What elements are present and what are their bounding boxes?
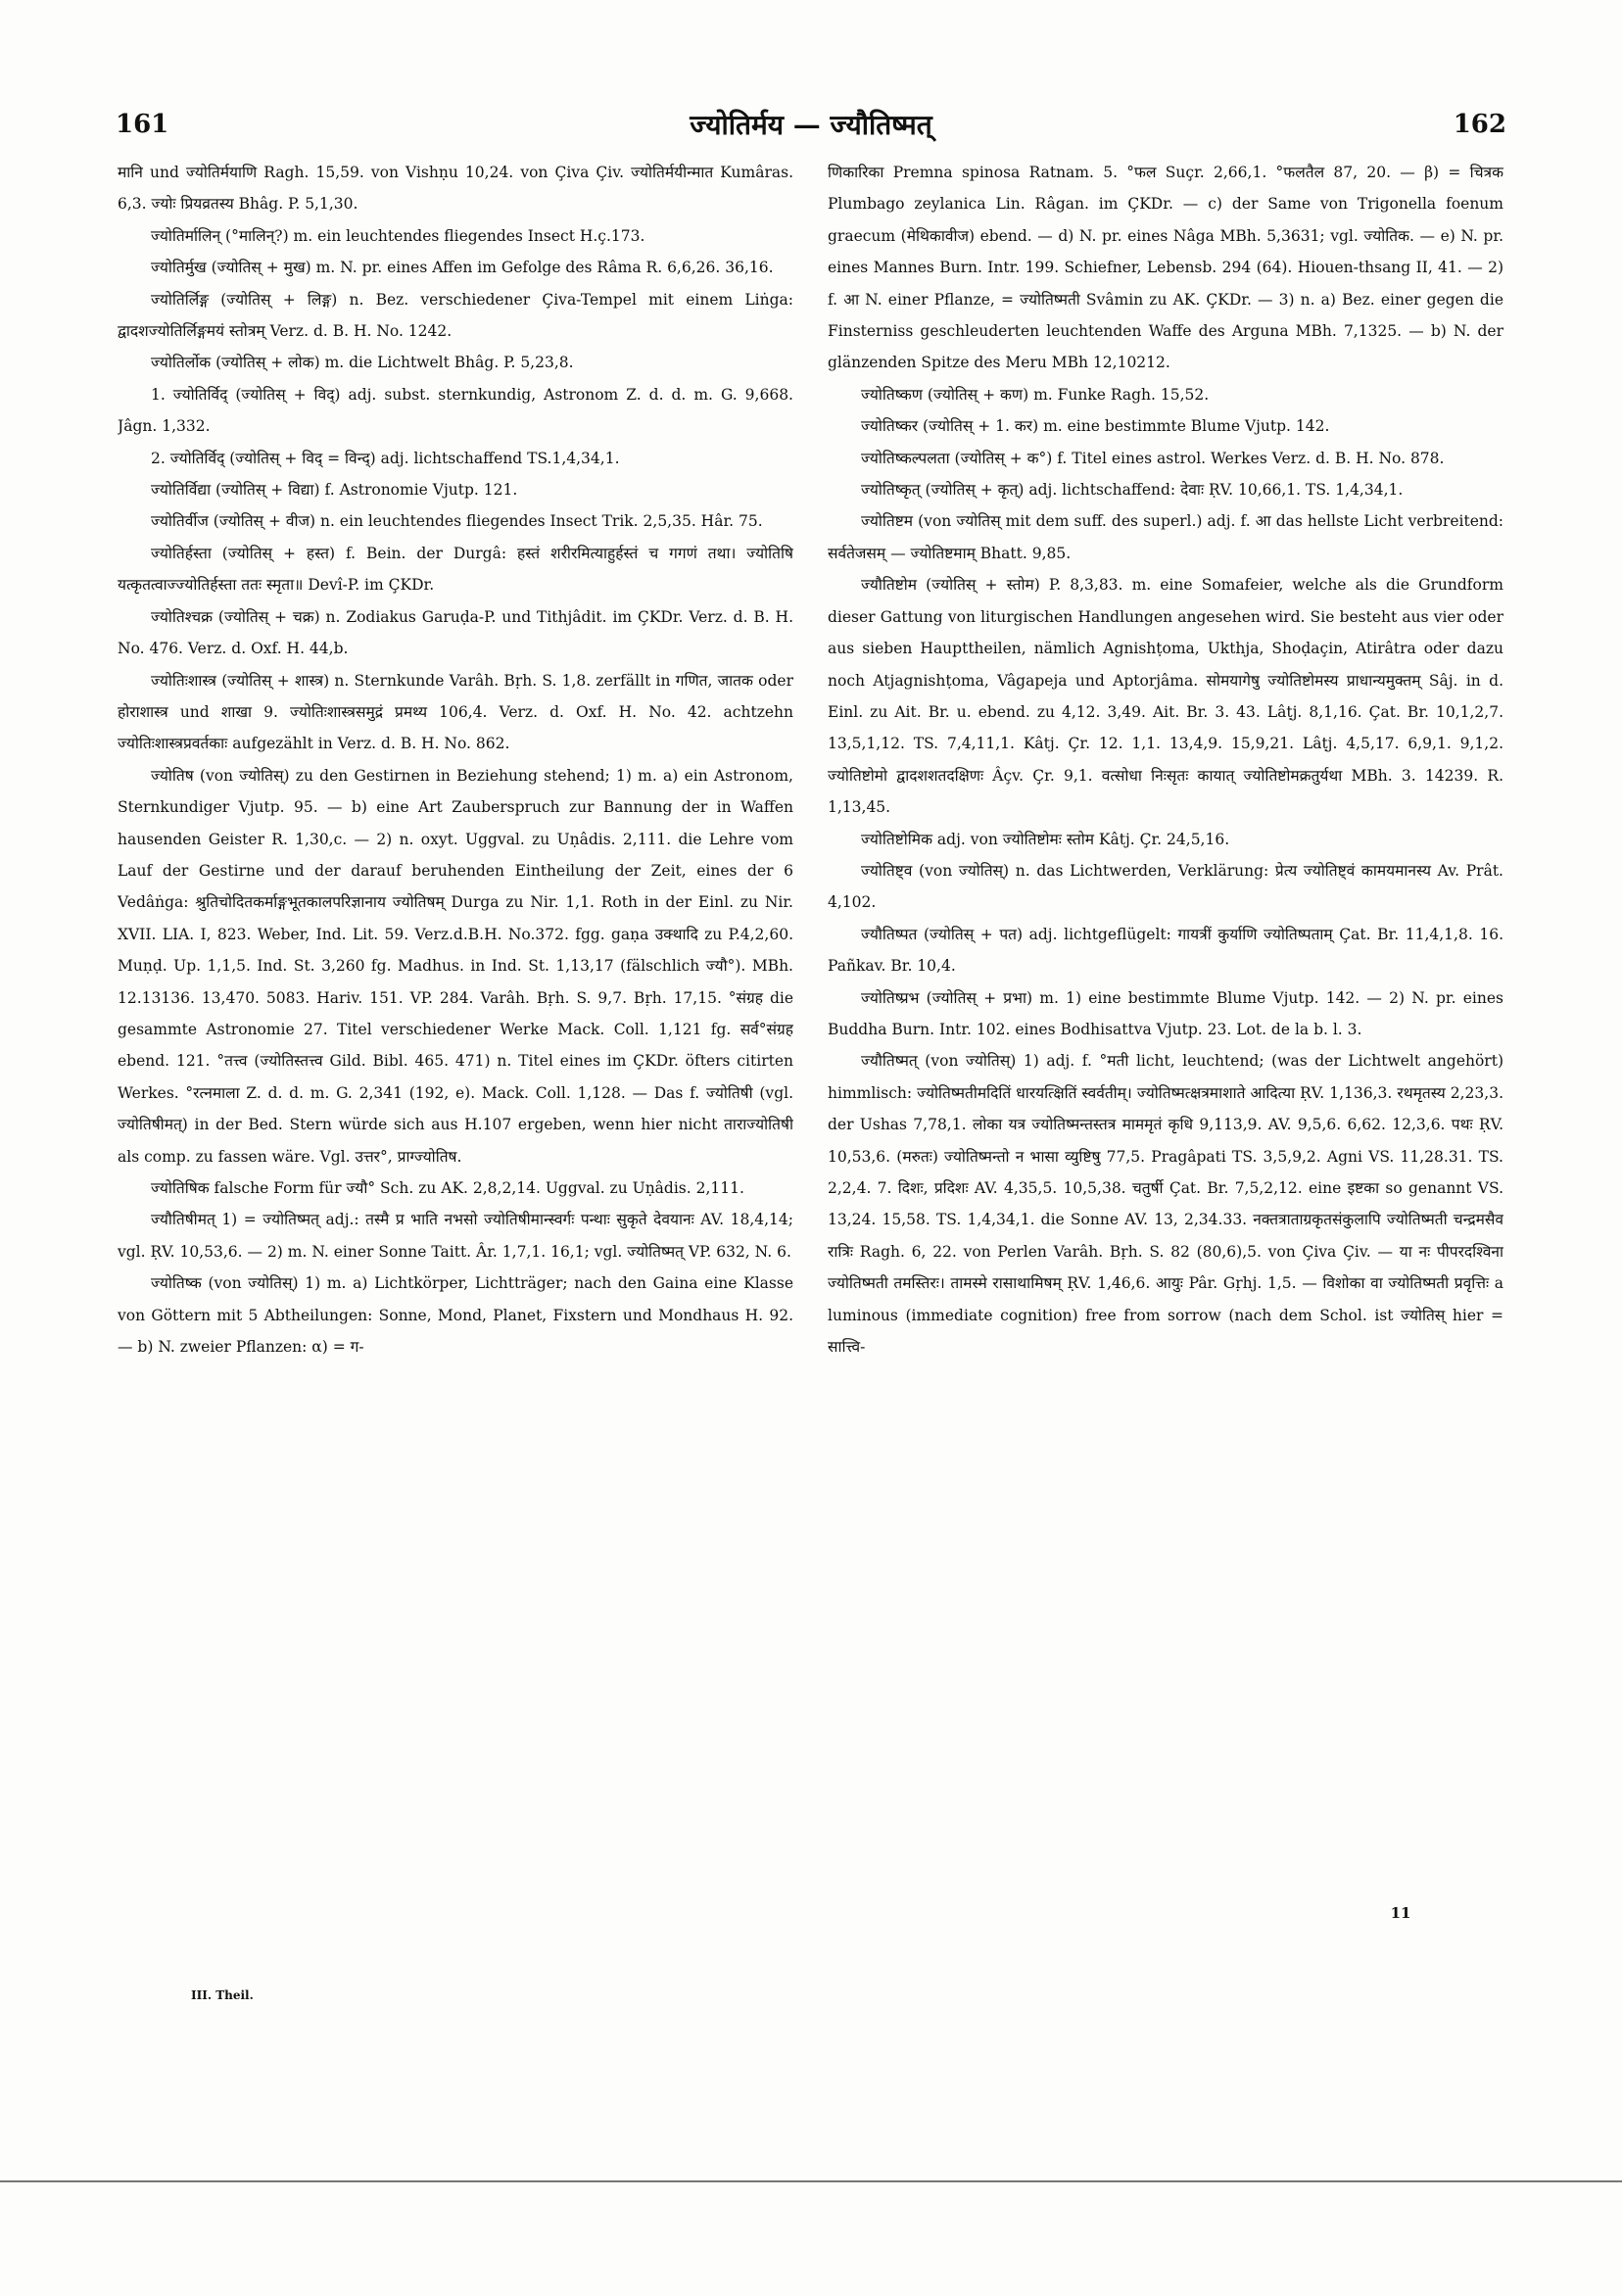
left-column	[118, 157, 793, 1979]
right-column	[828, 157, 1503, 1979]
entry: ज्योतिर्मुख (ज्योतिस् + मुख) m. N. pr. eines Affen im Gefolge des Râma R. 6,6,26. 36,16.	[151, 259, 774, 277]
entry: ज्योतिष्कृत् (ज्योतिस् + कृत्) adj. lichtschaffend: देवाः ṚV. 10,66,1. TS. 1,4,34,1.	[861, 481, 1404, 500]
entry: 2. ज्योतिर्विद् (ज्योतिस् + विद् = विन्द्) adj. lichtschaffend TS.1,4,34,1.	[151, 449, 620, 467]
signature-mark: 11	[1390, 1904, 1411, 1922]
entry: ज्योतिर्लोक (ज्योतिस् + लोक) m. die Lichtwelt Bhâg. P. 5,23,8.	[151, 354, 574, 372]
entry: ज्योतिर्लिङ्ग (ज्योतिस् + लिङ्ग) n. Bez. verschiedener Çiva-Tempel mit einem Liṅga: द्वादशज्योतिर्लिङ्गमयं स्तोत्रम् Verz. d. B. H. No. 1242.	[118, 290, 793, 341]
running-head: ज्योतिर्मय — ज्यौतिष्मत्	[690, 109, 932, 141]
entry: मानि und ज्योतिर्मयाणि Ragh. 15,59. von Vishṇu 10,24. von Çiva Çiv. ज्योतिर्मयीन्मात Kumâras. 6,3. ज्योः प्रियव्रतस्य Bhâg. P. 5,1,30.	[118, 164, 793, 214]
entry: ज्योतिष्क (von ज्योतिस्) 1) m. a) Lichtkörper, Lichtträger; nach den Gaina eine Klasse von Göttern mit 5 Abtheilungen: Sonne, Mond, Planet, Fixstern und Mondhaus H. 92. — b) N. zweier Pflanzen: α) = ग-	[118, 1274, 793, 1357]
entry: 1. ज्योतिर्विद् (ज्योतिस् + विद्) adj. subst. sternkundig, Astronom Z. d. d. m. G. 9,668. Jâgn. 1,332.	[118, 385, 793, 436]
entry: ज्योतिष (von ज्योतिस्) zu den Gestirnen in Beziehung stehend; 1) m. a) ein Astronom, Sternkundiger Vjutp. 95. — b) eine Art Zauberspruch zur Bannung der in Waffen hausenden Geister R. 1,30,c. — 2) n. oxyt. Uggval. zu Uṇâdis. 2,111. die Lehre vom Lauf der Gestirne und der darauf beruhenden Eintheilung der Zeit, eines der 6 Vedâṅga: श्रुतिचोदितकर्माङ्गभूतकालपरिज्ञानाय ज्योतिषम् Durga zu Nir. 1,1. Roth in der Einl. zu Nir. XVII. LIA. I, 823. Weber, Ind. Lit. 59. Verz.d.B.H. No.372. fgg. gaṇa उक्थादि zu P.4,2,60. Muṇḍ. Up. 1,1,5. Ind. St. 3,260 fg. Madhus. in Ind. St. 1,13,17 (fälschlich ज्यौ°). MBh. 12.13136. 13,470. 5083. Hariv. 151. VP. 284. Varâh. Bṛh. S. 9,7. Bṛh. 17,15. °संग्रह die gesammte Astronomie 27. Titel verschiedener Werke Mack. Coll. 1,121 fg. सर्व°संग्रह ebend. 121. °तत्त्व (ज्योतिस्तत्त्व Gild. Bibl. 465. 471) n. Titel eines im ÇKDr. öfters citirten Werkes. °रत्नमाला Z. d. d. m. G. 2,341 (192, e). Mack. Coll. 1,128. — Das f. ज्योतिषी (vgl. ज्योतिषीमत्) in der Bed. Stern würde sich aus H.107 ergeben, wenn hier nicht ताराज्योतिषी als comp. zu fassen wäre. Vgl. उत्तर°, प्राग्ज्योतिष.	[118, 766, 793, 1166]
entry: णिकारिका Premna spinosa Ratnam. 5. °फल Suçr. 2,66,1. °फलतैल 87, 20. — β) = चित्रक Plumbago zeylanica Lin. Râgan. im ÇKDr. — c) der Same von Trigonella foenum graecum (मेथिकावीज) ebend. — d) N. pr. eines Nâga MBh. 5,3631; vgl. ज्योतिक. — e) N. pr. eines Mannes Burn. Intr. 199. Schiefner, Lebensb. 294 (64). Hiouen-thsang II, 41. — 2) f. आ N. einer Pflanze, = ज्योतिष्मती Svâmin zu AK. ÇKDr. — 3) n. a) Bez. einer gegen die Finsterniss geschleuderten leuchtenden Waffe des Arguna MBh. 7,1325. — b) N. der glänzenden Spitze des Meru MBh 12,10212.	[828, 164, 1503, 372]
volume-note: III. Theil.	[191, 1988, 254, 2002]
entry: ज्योतिष्कर (ज्योतिस् + 1. कर) m. eine bestimmte Blume Vjutp. 142.	[861, 417, 1330, 436]
entry: ज्योतिर्मालिन् (°मालिन्?) m. ein leuchtendes fliegendes Insect H.ç.173.	[151, 226, 645, 245]
page-header	[116, 98, 1506, 147]
entry: ज्योतिर्विद्या (ज्योतिस् + विद्या) f. Astronomie Vjutp. 121.	[151, 481, 518, 500]
entry: ज्यौतिष्टोम (ज्योतिस् + स्तोम) P. 8,3,83. m. eine Somafeier, welche als die Grundform dieser Gattung von liturgischen Handlungen angesehen wird. Sie besteht aus vier oder aus sieben Haupttheilen, nämlich Agnishṭoma, Ukthja, Shoḍaçin, Atirâtra oder dazu noch Atjagnishṭoma, Vâgapeja und Aptorjâma. सोमयागेषु ज्योतिष्टोमस्य प्राधान्यमुक्तम् Sâj. in d. Einl. zu Ait. Br. u. ebend. zu 4,12. 3,49. Ait. Br. 3. 43. Lâṭj. 8,1,16. Çat. Br. 10,1,2,7. 13,5,1,12. TS. 7,4,11,1. Kâtj. Çr. 12. 1,1. 13,4,9. 15,9,21. Lâṭj. 4,5,17. 6,9,1. 9,1,2. ज्योतिष्टोमो द्वादशशतदक्षिणः Âçv. Çr. 9,1. वत्सोधा निःसृतः कायात् ज्योतिष्टोमक्रतुर्यथा MBh. 3. 14239. R. 1,13,45.	[828, 576, 1503, 817]
entry: ज्योतिषिक falsche Form für ज्यौ° Sch. zu AK. 2,8,2,14. Uggval. zu Uṇâdis. 2,111.	[151, 1179, 744, 1197]
entry: ज्योतिश्चक्र (ज्योतिस् + चक्र) n. Zodiakus Garuḍa-P. und Tithjâdit. im ÇKDr. Verz. d. B. H. No. 476. Verz. d. Oxf. H. 44,b.	[118, 607, 793, 658]
entry: ज्योतिष्कल्पलता (ज्योतिस् + क°) f. Titel eines astrol. Werkes Verz. d. B. H. No. 878.	[861, 449, 1445, 467]
bottom-rule	[0, 2180, 1622, 2182]
page-number-right: 162	[1453, 110, 1506, 139]
entry: ज्योतिर्वीज (ज्योतिस् + वीज) n. ein leuchtendes fliegendes Insect Trik. 2,5,35. Hâr. 75.	[151, 512, 763, 531]
entry: ज्योतिष्टम (von ज्योतिस् mit dem suff. des superl.) adj. f. आ das hellste Licht verbreitend: सर्वतेजसम् — ज्योतिष्टमाम् Bhatt. 9,85.	[828, 512, 1503, 562]
entry: ज्योतिष्कण (ज्योतिस् + कण) m. Funke Ragh. 15,52.	[861, 385, 1210, 404]
entry: ज्यौतिष्पत (ज्योतिस् + पत) adj. lichtgeflügelt: गायत्रीं कुर्याणि ज्योतिष्पताम् Çat. Br. 11,4,1,8. 16. Pañkav. Br. 10,4.	[828, 925, 1503, 976]
entry: ज्योतिष्टोमिक adj. von ज्योतिष्टोमः स्तोम Kâtj. Çr. 24,5,16.	[861, 830, 1230, 848]
entry: ज्यौतिष्मत् (von ज्योतिस्) 1) adj. f. °मती licht, leuchtend; (was der Lichtwelt angehört) himmlisch: ज्योतिष्मतीमदितिं धारयत्क्षितिं स्वर्वतीम्। ज्योतिष्मत्क्षत्रमाशाते आदित्या ṚV. 1,136,3. रथमृतस्य 2,23,3. der Ushas 7,78,1. लोका यत्र ज्योतिष्मन्तस्तत्र माममृतं कृधि 9,113,9. AV. 9,5,6. 6,62. 12,3,6. पथः ṚV. 10,53,6. (मरुतः) ज्योतिष्मन्तो न भासा व्युष्टिषु 77,5. Pragâpati TS. 3,5,9,2. Agni VS. 11,28.31. TS. 2,2,4. 7. दिशः, प्रदिशः AV. 4,35,5. 10,5,38. चतुर्षी Çat. Br. 7,5,2,12. eine इष्टका so genannt VS. 13,24. 15,58. TS. 1,4,34,1. die Sonne AV. 13, 2,34.33. नक्तत्राताग्रकृतसंकुलापि ज्योतिष्मती चन्द्रमसैव रात्रिः Ragh. 6, 22. von Perlen Varâh. Bṛh. S. 82 (80,6),5. von Çiva Çiv. — या नः पीपरदश्विना ज्योतिष्मती तमस्तिरः। तामस्मे रासाथामिषम् ṚV. 1,46,6. आयुः Pâr. Gṛhj. 1,5. — विशोका वा ज्योतिष्मती प्रवृत्तिः a luminous (immediate cognition) free from sorrow (nach dem Schol. ist ज्योतिस् hier = सात्त्वि-	[828, 1052, 1503, 1357]
page-number-left: 161	[116, 110, 169, 139]
entry: ज्यौतिषीमत् 1) = ज्योतिष्मत् adj.: तस्मै प्र भाति नभसो ज्योतिषीमान्स्वर्गः पन्थाः सुकृते देवयानः AV. 18,4,14; vgl. ṚV. 10,53,6. — 2) m. N. einer Sonne Taitt. Âr. 1,7,1. 16,1; vgl. ज्योतिष्मत् VP. 632, N. 6.	[118, 1211, 793, 1261]
entry: ज्योतिष्ट्व (von ज्योतिस्) n. das Lichtwerden, Verklärung: प्रेत्य ज्योतिष्ट्वं कामयमानस्य Av. Prât. 4,102.	[828, 861, 1503, 912]
entry: ज्योतिष्प्रभ (ज्योतिस् + प्रभा) m. 1) eine bestimmte Blume Vjutp. 142. — 2) N. pr. eines Buddha Burn. Intr. 102. eines Bodhisattva Vjutp. 23. Lot. de la b. l. 3.	[828, 988, 1503, 1038]
entry: ज्योतिःशास्त्र (ज्योतिस् + शास्त्र) n. Sternkunde Varâh. Bṛh. S. 1,8. zerfällt in गणित, जातक oder होराशास्त्र und शाखा 9. ज्योतिःशास्त्रसमुद्रं प्रमथ्य 106,4. Verz. d. Oxf. H. No. 42. achtzehn ज्योतिःशास्त्रप्रवर्तकाः aufgezählt in Verz. d. B. H. No. 862.	[118, 671, 793, 753]
entry: ज्योतिर्हस्ता (ज्योतिस् + हस्त) f. Bein. der Durgâ: हस्तं शरीरमित्याहुर्हस्तं च गगणं तथा। ज्योतिषि यत्कृतत्वाज्ज्योतिर्हस्ता ततः स्मृता॥ Devî-P. im ÇKDr.	[118, 544, 793, 595]
